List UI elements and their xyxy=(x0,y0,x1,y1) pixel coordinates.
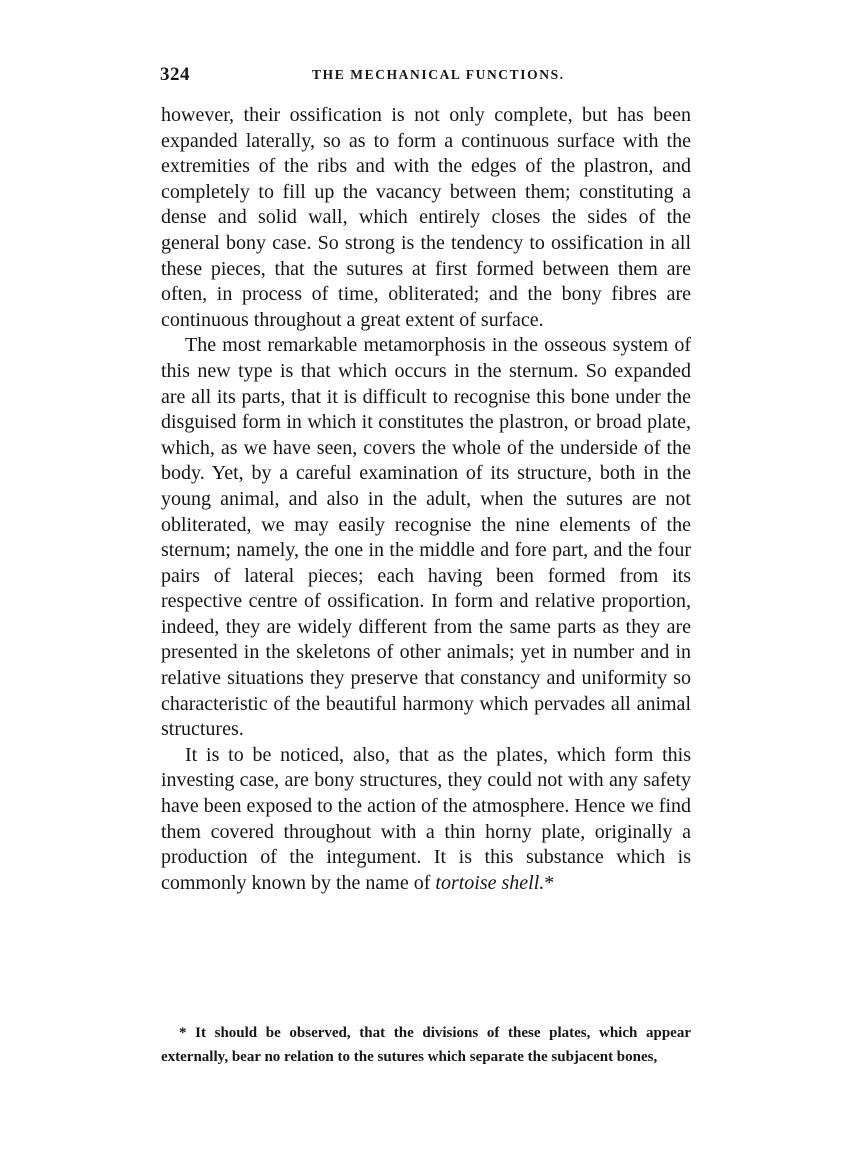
paragraph-3 xyxy=(161,743,691,897)
footnote xyxy=(161,1021,691,1069)
paragraph-1: however, their ossification is not only complete, but has been expanded laterally, so as to form a continuous surface with the extremities of the ribs and with the edges of the plastron, and completely to fill up the vacancy between them; constituting a dense and solid wall, which entirely closes the sides of the general bony case. So strong is the tendency to ossification in all these pieces, that the sutures at first formed between them are often, in process of time, obliterated; and the bony fibres are continuous throughout a great extent of surface. xyxy=(161,104,691,331)
paragraph-2: The most remarkable metamorphosis in the osseous system of this new type is that which occurs in the sternum. So expanded are all its parts, that it is difficult to recognise this bone under the disguised form in which it constitutes the plastron, or broad plate, which, as we have seen, covers the whole of the underside of the body. Yet, by a careful examination of its structure, both in the young animal, and also in the adult, when the sutures are not obliterated, we may easily recognise the nine elements of the sternum; namely, the one in the middle and fore part, and the four pairs of lateral pieces; each having been formed from its respective centre of ossification. In form and relative proportion, indeed, they are widely different from the same parts as they are presented in the skeletons of other animals; yet in number and in relative situations they preserve that constancy and uniformity so characteristic of the beautiful harmony which pervades all animal structures. xyxy=(161,334,691,741)
body-text xyxy=(161,103,691,896)
page-number: 324 xyxy=(160,64,190,85)
running-head xyxy=(160,64,692,88)
footnote-reference-mark: * xyxy=(544,871,555,894)
footnote-text: It should be observed, that the divisions of these plates, which appear externally, bear no relation to the sutures which separate the subjacent bones, xyxy=(161,1025,691,1065)
footnote-marker: * xyxy=(179,1025,187,1041)
running-title: THE MECHANICAL FUNCTIONS. xyxy=(312,67,565,82)
paragraph-3-text: It is to be noticed, also, that as the plates, which form this investing case, are bony structures, they could not with any safety have been exposed to the action of the atmosphere. Hence we find them covered throughout with a thin horny plate, originally a production of the integument. It is this substance which is commonly known by the name of xyxy=(161,743,691,894)
footnote-paragraph xyxy=(161,1021,691,1069)
italic-term-tortoise-shell: tortoise shell. xyxy=(435,871,545,894)
